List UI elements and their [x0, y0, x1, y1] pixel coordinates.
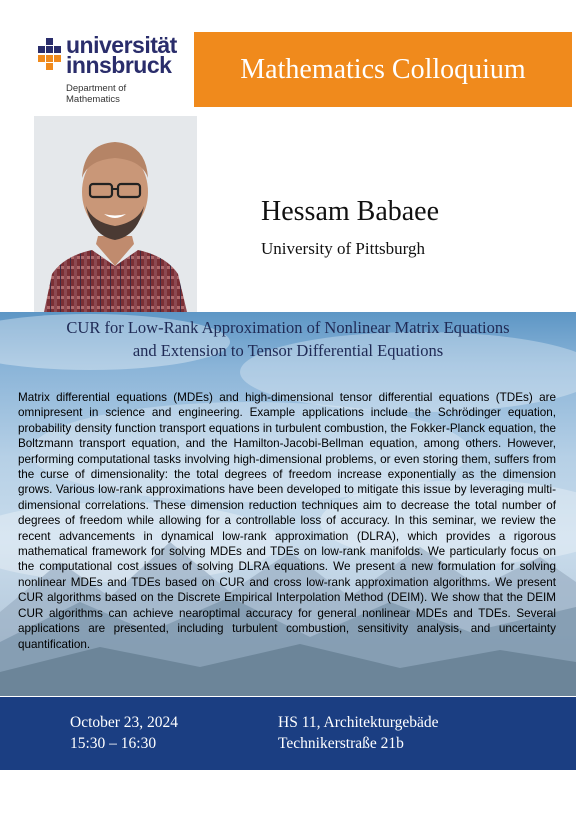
logo-wordmark-line2: innsbruck	[66, 52, 172, 78]
event-details-footer	[0, 697, 576, 770]
talk-title: CUR for Low-Rank Approximation of Nonlinear Matrix Equations and Extension to Tensor Differential Equations	[66, 318, 510, 360]
talk-abstract: Matrix differential equations (MDEs) and high-dimensional tensor differential equations (TDEs) are omnipresent in science and engineering. Example applications include the Schrödinger equation, probability density function transport equations in turbulent combustion, the Fokker-Planck equation, the Boltzmann transport equation, and the Hamilton-Jacobi-Bellman equation, among others. However, performing computational tasks involving high-dimensional problems, or even storing them, suffers from the curse of dimensionality: the total degrees of freedom increase exponentially as the dimension grows. Various low-rank approximations have been developed to mitigate this issue by leveraging multi-dimensional correlations. These dimension reduction techniques aim to decrease the total number of degrees of freedom while allowing for a controllable loss of accuracy. In this seminar, we review the recent advancements in dynamical low-rank approximation (DLRA), which provides a rigorous mathematical framework for solving MDEs and TDEs on low-rank manifolds. We particularly focus on the computational cost issues of solving DLRA equations. We present a new formulation for solving nonlinear MDEs and TDEs based on CUR and cross low-rank approximation algorithms. We present CUR algorithms based on the Discrete Empirical Interpolation Method (DEIM). We show that the DEIM CUR algorithms can achieve nearoptimal accuracy for general nonlinear MDEs and TDEs. Several applications are presented, including turbulent combustion, sensitivity analysis, and uncertainty quantification.	[18, 391, 556, 651]
logo-squares-icon	[38, 38, 62, 72]
department-label: Department of Mathematics	[66, 83, 127, 105]
speaker-photo	[34, 116, 197, 312]
speaker-portrait-illustration	[34, 116, 197, 312]
speaker-name: Hessam Babaee	[261, 196, 440, 227]
event-address: Technikerstraße 21b	[278, 735, 404, 752]
colloquium-banner	[194, 32, 572, 107]
event-time: 15:30 – 16:30	[70, 735, 157, 752]
logo-wordmark-line1: universität	[66, 32, 177, 58]
event-date: October 23, 2024	[70, 714, 179, 731]
event-room: HS 11, Architekturgebäde	[278, 714, 439, 731]
university-logo	[38, 32, 198, 116]
speaker-affiliation: University of Pittsburgh	[261, 239, 426, 258]
banner-title: Mathematics Colloquium	[240, 53, 526, 85]
